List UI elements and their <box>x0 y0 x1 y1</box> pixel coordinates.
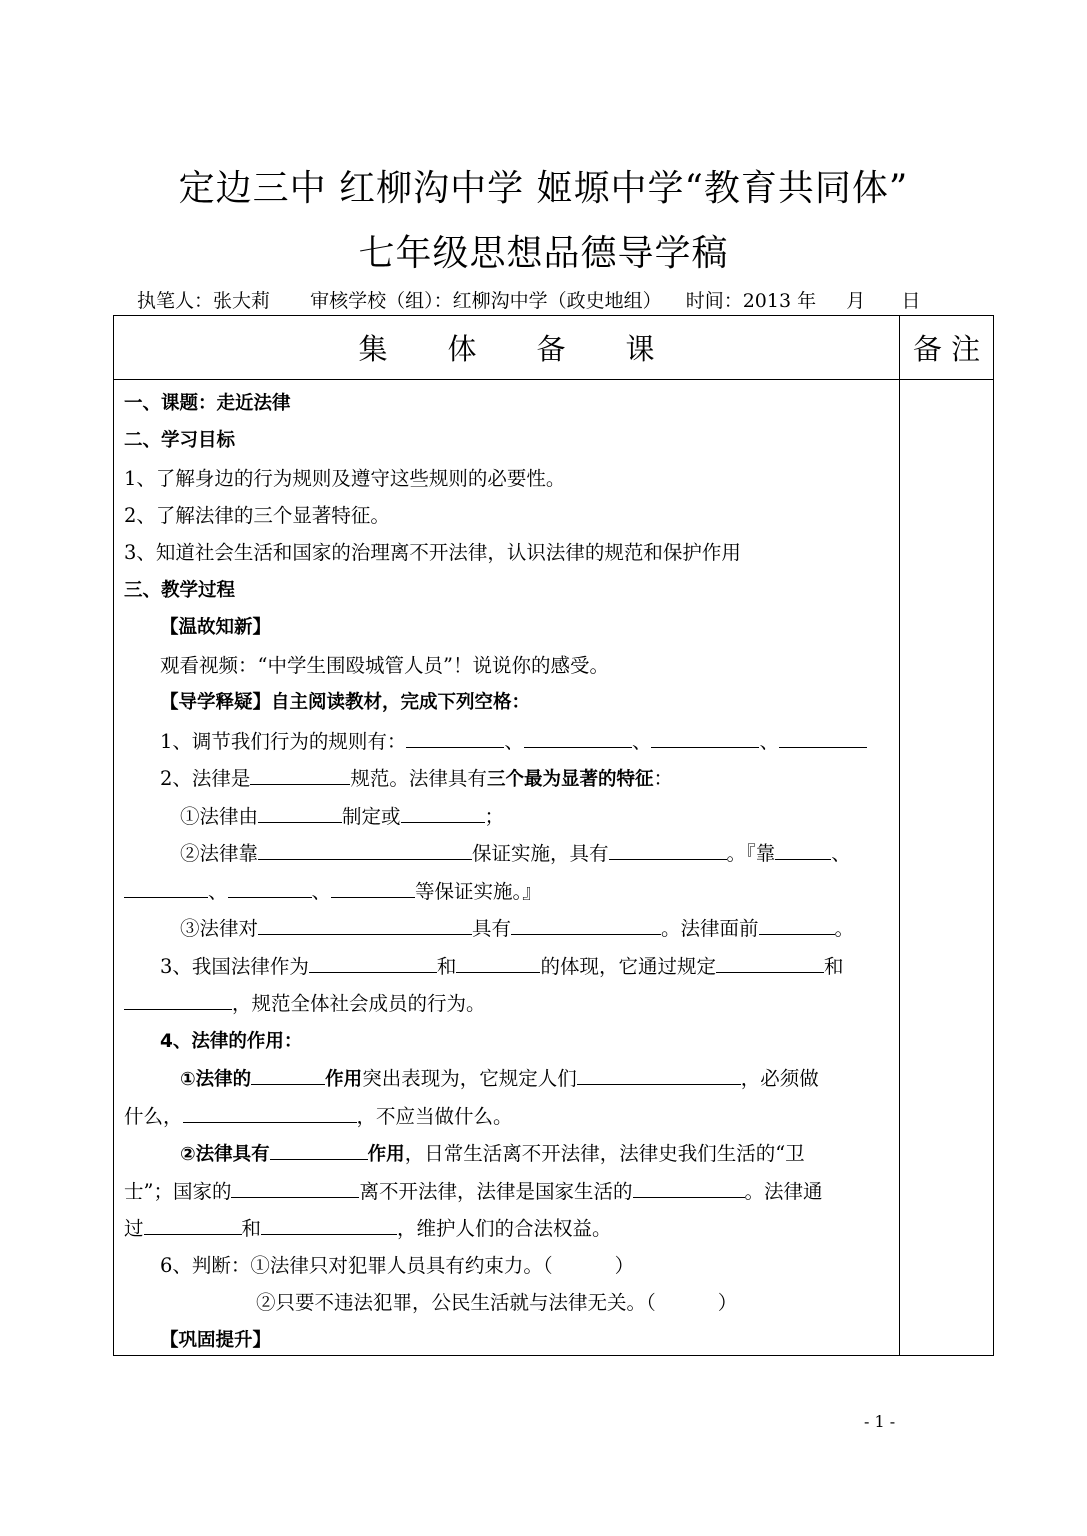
blank[interactable] <box>401 804 485 823</box>
blank[interactable] <box>779 729 867 748</box>
blank[interactable] <box>577 1066 741 1085</box>
blank[interactable] <box>144 1216 242 1235</box>
title-line-2: 七年级思想品德导学稿 <box>358 233 729 274</box>
meta-line <box>137 286 921 313</box>
blank[interactable] <box>261 1216 397 1235</box>
blank[interactable] <box>716 954 824 973</box>
question-2-3: ③法律对 具有 。法律面前 。 <box>180 917 855 940</box>
question-3: 3、我国法律作为 和 的体现，它通过规定 和 <box>160 955 844 978</box>
content-cell <box>114 380 900 1356</box>
blank[interactable] <box>759 916 835 935</box>
blank[interactable] <box>270 1141 368 1160</box>
notes-cell <box>900 380 994 1356</box>
question-4-2-cont2: 过 和 ，维护人们的合法权益。 <box>124 1217 612 1240</box>
page-number: - 1 - <box>864 1412 896 1431</box>
consolidate-title: 【巩固提升】 <box>160 1330 272 1351</box>
header-collective-prep: 集 体 备 课 <box>114 316 900 380</box>
question-1: 1、调节我们行为的规则有： 、 、 、 <box>160 729 867 754</box>
goal-1: 1、了解身边的行为规则及遵守这些规则的必要性。 <box>124 467 566 490</box>
blank[interactable] <box>633 1179 745 1198</box>
question-4-1: ①法律的 作用突出表现为，它规定人们 ，必须做 <box>180 1067 819 1090</box>
goal-3: 3、知道社会生活和国家的治理离不开法律，认识法律的规范和保护作用 <box>124 541 741 564</box>
question-2-2: ②法律靠 保证实施，具有 。『靠 、 <box>180 842 851 865</box>
blank[interactable] <box>183 1104 357 1123</box>
question-2-2-cont: 、 、 等保证实施。』 <box>124 879 542 904</box>
header-notes: 备 注 <box>900 316 994 380</box>
question-4-2-cont: 士”；国家的 离不开法律，法律是国家生活的 。法律通 <box>124 1180 823 1203</box>
goals-title: 二、学习目标 <box>124 430 236 451</box>
question-4-1-cont: 什么， ，不应当做什么。 <box>124 1105 513 1128</box>
title-line-1: 定边三中 红柳沟中学 姬塬中学“教育共同体” <box>178 168 909 209</box>
question-4-2: ②法律具有 作用，日常生活离不开法律，法律史我们生活的“卫 <box>180 1142 805 1165</box>
question-2: 2、法律是 规范。法律具有三个最为显著的特征： <box>160 767 673 790</box>
blank[interactable] <box>258 804 342 823</box>
blank[interactable] <box>609 841 727 860</box>
blank[interactable] <box>511 916 661 935</box>
blank[interactable] <box>309 954 437 973</box>
topic: 一、课题：走近法律 <box>124 393 291 414</box>
blank[interactable] <box>775 841 831 860</box>
blank[interactable] <box>331 879 415 898</box>
review-text: 观看视频：“中学生围殴城管人员”！说说你的感受。 <box>160 654 609 677</box>
question-6-1: 6、判断：①法律只对犯罪人员具有约束力。（ ） <box>160 1254 635 1277</box>
blank[interactable] <box>651 729 759 748</box>
blank[interactable] <box>124 879 208 898</box>
question-6-2: ②只要不违法犯罪，公民生活就与法律无关。（ ） <box>256 1291 738 1314</box>
blank[interactable] <box>456 954 540 973</box>
lesson-table <box>113 315 994 1356</box>
question-4: 4、法律的作用： <box>160 1031 303 1052</box>
blank[interactable] <box>231 1179 359 1198</box>
blank[interactable] <box>524 729 632 748</box>
process-title: 三、教学过程 <box>124 580 236 601</box>
blank[interactable] <box>250 766 350 785</box>
guide-title: 【导学释疑】自主阅读教材，完成下列空格： <box>160 692 531 713</box>
blank[interactable] <box>124 991 232 1010</box>
question-2-1: ①法律由 制定或 ； <box>180 805 505 828</box>
date: 时间：2013 年 月 日 <box>685 290 921 312</box>
blank[interactable] <box>251 1066 325 1085</box>
goal-2: 2、了解法律的三个显著特征。 <box>124 504 390 527</box>
blank[interactable] <box>258 916 472 935</box>
review-title: 【温故知新】 <box>160 617 272 638</box>
blank[interactable] <box>228 879 312 898</box>
question-3-cont: ，规范全体社会成员的行为。 <box>124 991 486 1016</box>
blank[interactable] <box>406 729 504 748</box>
blank[interactable] <box>258 841 472 860</box>
review-school: 审核学校（组）：红柳沟中学（政史地组） <box>310 290 662 312</box>
author: 执笔人：张大莉 <box>137 290 271 312</box>
